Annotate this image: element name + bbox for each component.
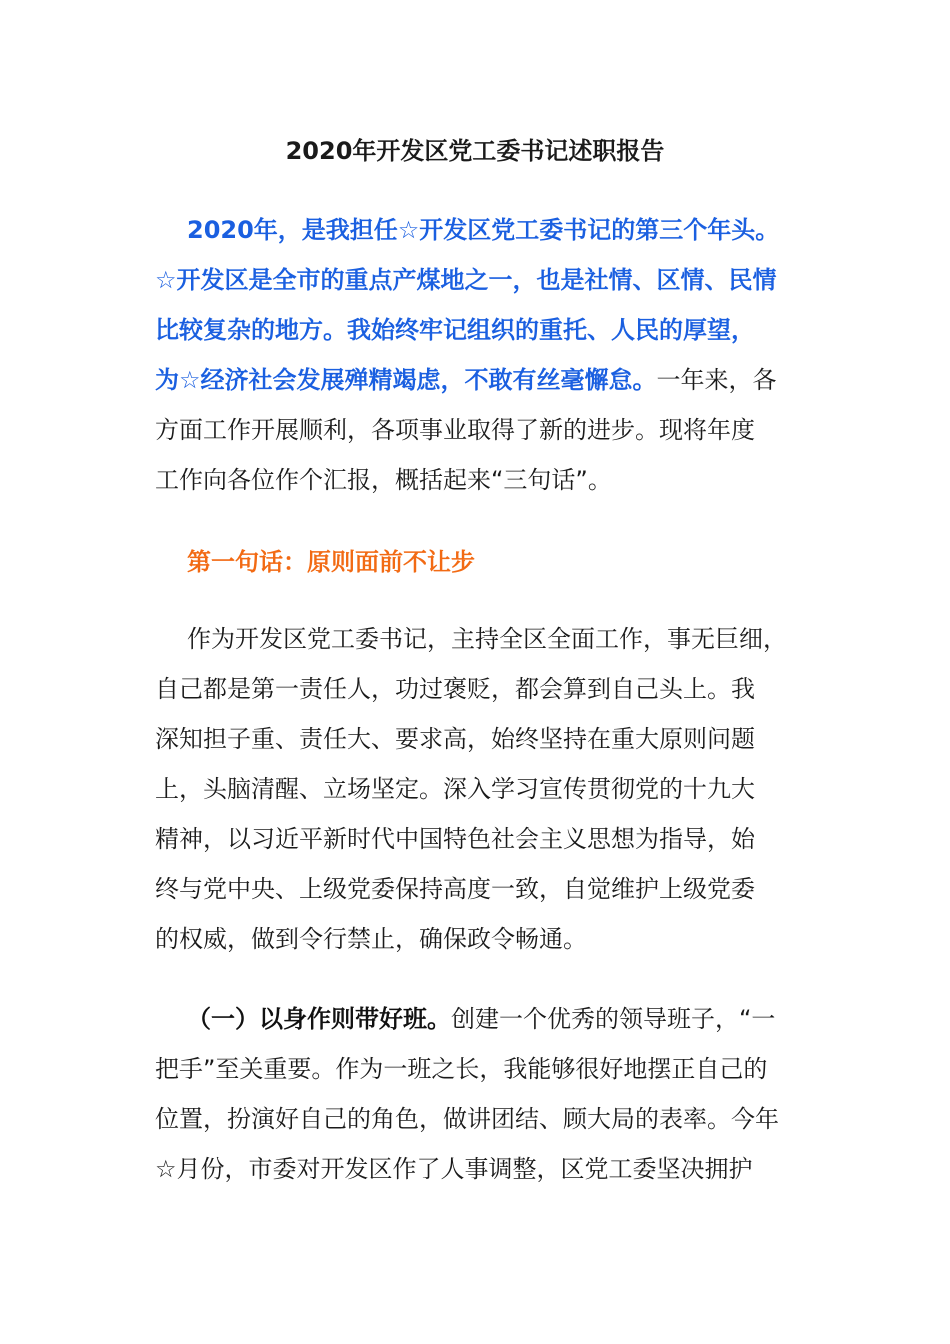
intro-line-6 (155, 455, 805, 505)
section-1-line-6: 终与党中央、上级党委保持高度一致，自觉维护上级党委 (155, 875, 755, 903)
intro-text: 一年来，各 (656, 366, 777, 394)
intro-highlight: ☆开发区是全市的重点产煤地之一，也是社情、区情、民情 (155, 266, 777, 294)
subsection-text: ☆月份，市委对开发区作了人事调整，区党工委坚决拥护 (155, 1155, 753, 1183)
section-1-line-2: 自己都是第一责任人，功过褒贬，都会算到自己头上。我 (155, 675, 755, 703)
subsection-line-3 (155, 1094, 805, 1144)
section-1-line-7: 的权威，做到令行禁止，确保政令畅通。 (155, 925, 587, 953)
subsection-line-4 (155, 1144, 805, 1194)
subsection-1-paragraph (155, 994, 805, 1194)
intro-line-4 (155, 355, 805, 405)
intro-line-1 (155, 205, 805, 255)
section-1-line-3: 深知担子重、责任大、要求高，始终坚持在重大原则问题 (155, 725, 755, 753)
intro-text: 方面工作开展顺利，各项事业取得了新的进步。现将年度 (155, 416, 755, 444)
intro-highlight: 为☆经济社会发展殚精竭虑，不敢有丝毫懈怠。 (155, 366, 657, 394)
subsection-text: 位置，扮演好自己的角色，做讲团结、顾大局的表率。今年 (155, 1105, 779, 1133)
subsection-line-1 (155, 994, 805, 1044)
subsection-heading: （一）以身作则带好班。 (187, 1005, 451, 1033)
section-heading-text: 第一句话：原则面前不让步 (187, 548, 475, 576)
intro-highlight: 比较复杂的地方。我始终牢记组织的重托、人民的厚望， (155, 316, 755, 344)
intro-line-2 (155, 255, 805, 305)
subsection-line-2 (155, 1044, 805, 1094)
intro-text: 工作向各位作个汇报，概括起来“三句话”。 (155, 466, 612, 494)
section-heading-1 (155, 537, 805, 587)
section-1-line-4: 上，头脑清醒、立场坚定。深入学习宣传贯彻党的十九大 (155, 775, 755, 803)
section-1-line-1: 作为开发区党工委书记，主持全区全面工作，事无巨细， (187, 625, 787, 653)
subsection-text: 把手”至关重要。作为一班之长，我能够很好地摆正自己的 (155, 1055, 768, 1083)
intro-paragraph (155, 205, 805, 505)
intro-line-5 (155, 405, 805, 455)
document-title: 2020年开发区党工委书记述职报告 (285, 137, 665, 165)
intro-highlight: 2020年，是我担任☆开发区党工委书记的第三个年头。 (187, 216, 780, 244)
section-1-line-5: 精神，以习近平新时代中国特色社会主义思想为指导，始 (155, 825, 755, 853)
section-1-paragraph (155, 614, 805, 964)
intro-line-3 (155, 305, 805, 355)
subsection-text: 创建一个优秀的领导班子，“一 (451, 1005, 776, 1033)
